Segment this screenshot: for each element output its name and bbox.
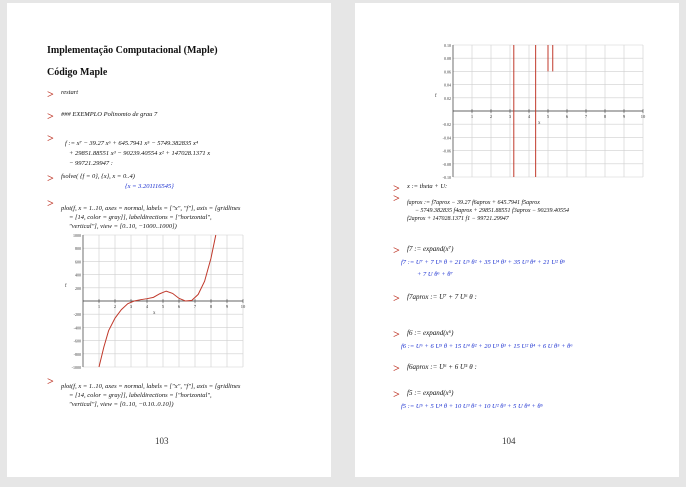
y-tick-label: 200 <box>75 285 81 291</box>
maple-command-continuation[interactable]: − 99721.29947 : <box>69 160 113 167</box>
y-tick-label: -0.04 <box>442 135 451 141</box>
plot-right <box>435 43 646 183</box>
y-tick-label: 800 <box>75 246 81 252</box>
maple-command[interactable]: x := theta + U: <box>407 183 448 190</box>
x-tick-label: 10 <box>640 114 646 119</box>
maple-command-continuation[interactable]: − 5749.382835 f4aprox + 29851.88551 f3aprox − 90239.40554 <box>415 208 570 214</box>
maple-command-continuation[interactable]: = [14, color = gray]], labeldirections = ["horizontal", <box>69 392 212 399</box>
x-axis-label: x <box>153 311 156 316</box>
y-tick-label: 0.06 <box>444 69 451 75</box>
x-tick-label: 2 <box>113 304 117 309</box>
maple-command[interactable]: restart <box>61 89 79 96</box>
y-axis-label: f <box>435 94 437 99</box>
maple-command[interactable]: f7aprox := U⁷ + 7 U⁶ θ : <box>407 293 477 301</box>
x-tick-label: 6 <box>565 114 569 119</box>
x-axis-label: x <box>538 121 541 126</box>
prompt-marker: > <box>393 243 400 257</box>
page-number: 104 <box>502 436 516 446</box>
plot-left-content <box>65 233 246 370</box>
y-tick-label: -600 <box>73 338 81 344</box>
prompt-marker: > <box>47 131 54 145</box>
y-tick-label: 0.10 <box>444 43 451 48</box>
right-page <box>355 3 679 477</box>
maple-command[interactable]: f6aprox := U⁶ + 6 U⁵ θ : <box>407 363 477 371</box>
prompt-marker: > <box>47 87 54 101</box>
y-tick-label: -800 <box>73 351 81 357</box>
maple-command[interactable]: fsolve( {f = 0}, {x}, x = 0..4) <box>61 173 135 180</box>
x-tick-label: 7 <box>584 114 588 119</box>
x-tick-label: 5 <box>161 304 165 309</box>
x-tick-label: 1 <box>470 114 474 119</box>
maple-output: f7 := U⁷ + 7 U⁶ θ + 21 U⁵ θ² + 35 U⁴ θ³ + 35 U³ θ⁴ + 21 U² θ⁵ <box>401 259 566 266</box>
x-tick-label: 1 <box>97 304 101 309</box>
maple-command[interactable]: plot(f, x = 1..10, axes = normal, labels = ["x", "f"], axis = [gridlines <box>61 383 241 390</box>
x-tick-label: 7 <box>193 304 197 309</box>
x-tick-label: 6 <box>177 304 181 309</box>
y-tick-label: -0.10 <box>442 175 451 180</box>
prompt-marker: > <box>47 196 54 210</box>
maple-command-continuation[interactable]: "vertical"], view = [0..10, −0.10..0.10]) <box>69 401 174 408</box>
prompt-marker: > <box>47 374 54 388</box>
prompt-marker: > <box>393 361 400 375</box>
x-tick-label: 8 <box>603 114 607 119</box>
maple-command-continuation[interactable]: "vertical"], view = [0..10, −1000..1000]) <box>69 223 177 230</box>
y-tick-label: -400 <box>73 325 81 331</box>
maple-comment[interactable]: ### EXEMPLO Polinomio de grau 7 <box>61 111 158 118</box>
prompt-marker: > <box>393 181 400 195</box>
maple-command[interactable]: f5 := expand(x⁵) <box>407 389 454 397</box>
maple-command-continuation[interactable]: f2aprox + 147028.1371 f1 − 99721.29947 <box>407 216 509 222</box>
maple-output-continuation: + 7 U θ⁶ + θ⁷ <box>417 271 453 278</box>
x-tick-label: 4 <box>145 304 149 309</box>
maple-output: f5 := U⁵ + 5 U⁴ θ + 10 U³ θ² + 10 U² θ³ + 5 U θ⁴ + θ⁵ <box>401 403 543 410</box>
maple-command[interactable]: f7 := expand(x⁷) <box>407 245 454 253</box>
maple-command[interactable]: f := x⁷ − 39.27 x⁶ + 645.7941 x⁵ − 5749.382835 x⁴ <box>65 140 199 147</box>
page-number: 103 <box>155 436 169 446</box>
y-tick-label: -0.02 <box>442 122 451 128</box>
prompt-marker: > <box>47 171 54 185</box>
plot-left <box>65 233 247 373</box>
x-tick-label: 9 <box>225 304 229 309</box>
left-page <box>7 3 331 477</box>
y-tick-label: 0.04 <box>444 82 451 88</box>
y-axis-label: f <box>65 284 67 289</box>
maple-command-continuation[interactable]: + 29851.88551 x³ − 90239.40554 x² + 147028.1371 x <box>69 150 211 157</box>
y-tick-label: -1000 <box>71 365 81 370</box>
maple-output: {x = 3.201116545} <box>125 183 174 190</box>
maple-output: f6 := U⁶ + 6 U⁵ θ + 15 U⁴ θ² + 20 U³ θ³ + 15 U² θ⁴ + 6 U θ⁵ + θ⁶ <box>401 343 573 350</box>
maple-command[interactable]: f6 := expand(x⁶) <box>407 329 454 337</box>
x-tick-label: 8 <box>209 304 213 309</box>
x-tick-label: 3 <box>129 304 133 309</box>
x-tick-label: 4 <box>527 114 531 119</box>
section-subheading: Código Maple <box>47 67 108 78</box>
prompt-marker: > <box>393 387 400 401</box>
y-tick-label: 600 <box>75 259 81 265</box>
x-tick-label: 10 <box>240 304 246 309</box>
y-tick-label: -200 <box>73 312 81 318</box>
y-tick-label: 0.08 <box>444 56 451 62</box>
maple-command[interactable]: plot(f, x = 1..10, axes = normal, labels = ["x", "f"], axis = [gridlines <box>61 205 241 212</box>
prompt-marker: > <box>393 291 400 305</box>
y-tick-label: 400 <box>75 272 81 278</box>
maple-command[interactable]: faprox := f7aprox − 39.27 f6aprox + 645.7941 f5aprox <box>407 200 540 206</box>
maple-command-continuation[interactable]: = [14, color = gray]], labeldirections = ["horizontal", <box>69 214 212 221</box>
x-tick-label: 5 <box>546 114 550 119</box>
x-tick-label: 9 <box>622 114 626 119</box>
prompt-marker: > <box>393 327 400 341</box>
y-tick-label: 0.02 <box>444 95 451 101</box>
prompt-marker: > <box>393 191 400 205</box>
plot-right-content <box>435 43 646 180</box>
prompt-marker: > <box>47 109 54 123</box>
x-tick-label: 3 <box>508 114 512 119</box>
y-tick-label: -0.06 <box>442 148 451 154</box>
page-heading: Implementação Computacional (Maple) <box>47 45 218 56</box>
x-tick-label: 2 <box>489 114 493 119</box>
y-tick-label: 1000 <box>73 233 81 238</box>
y-tick-label: -0.08 <box>442 161 451 167</box>
